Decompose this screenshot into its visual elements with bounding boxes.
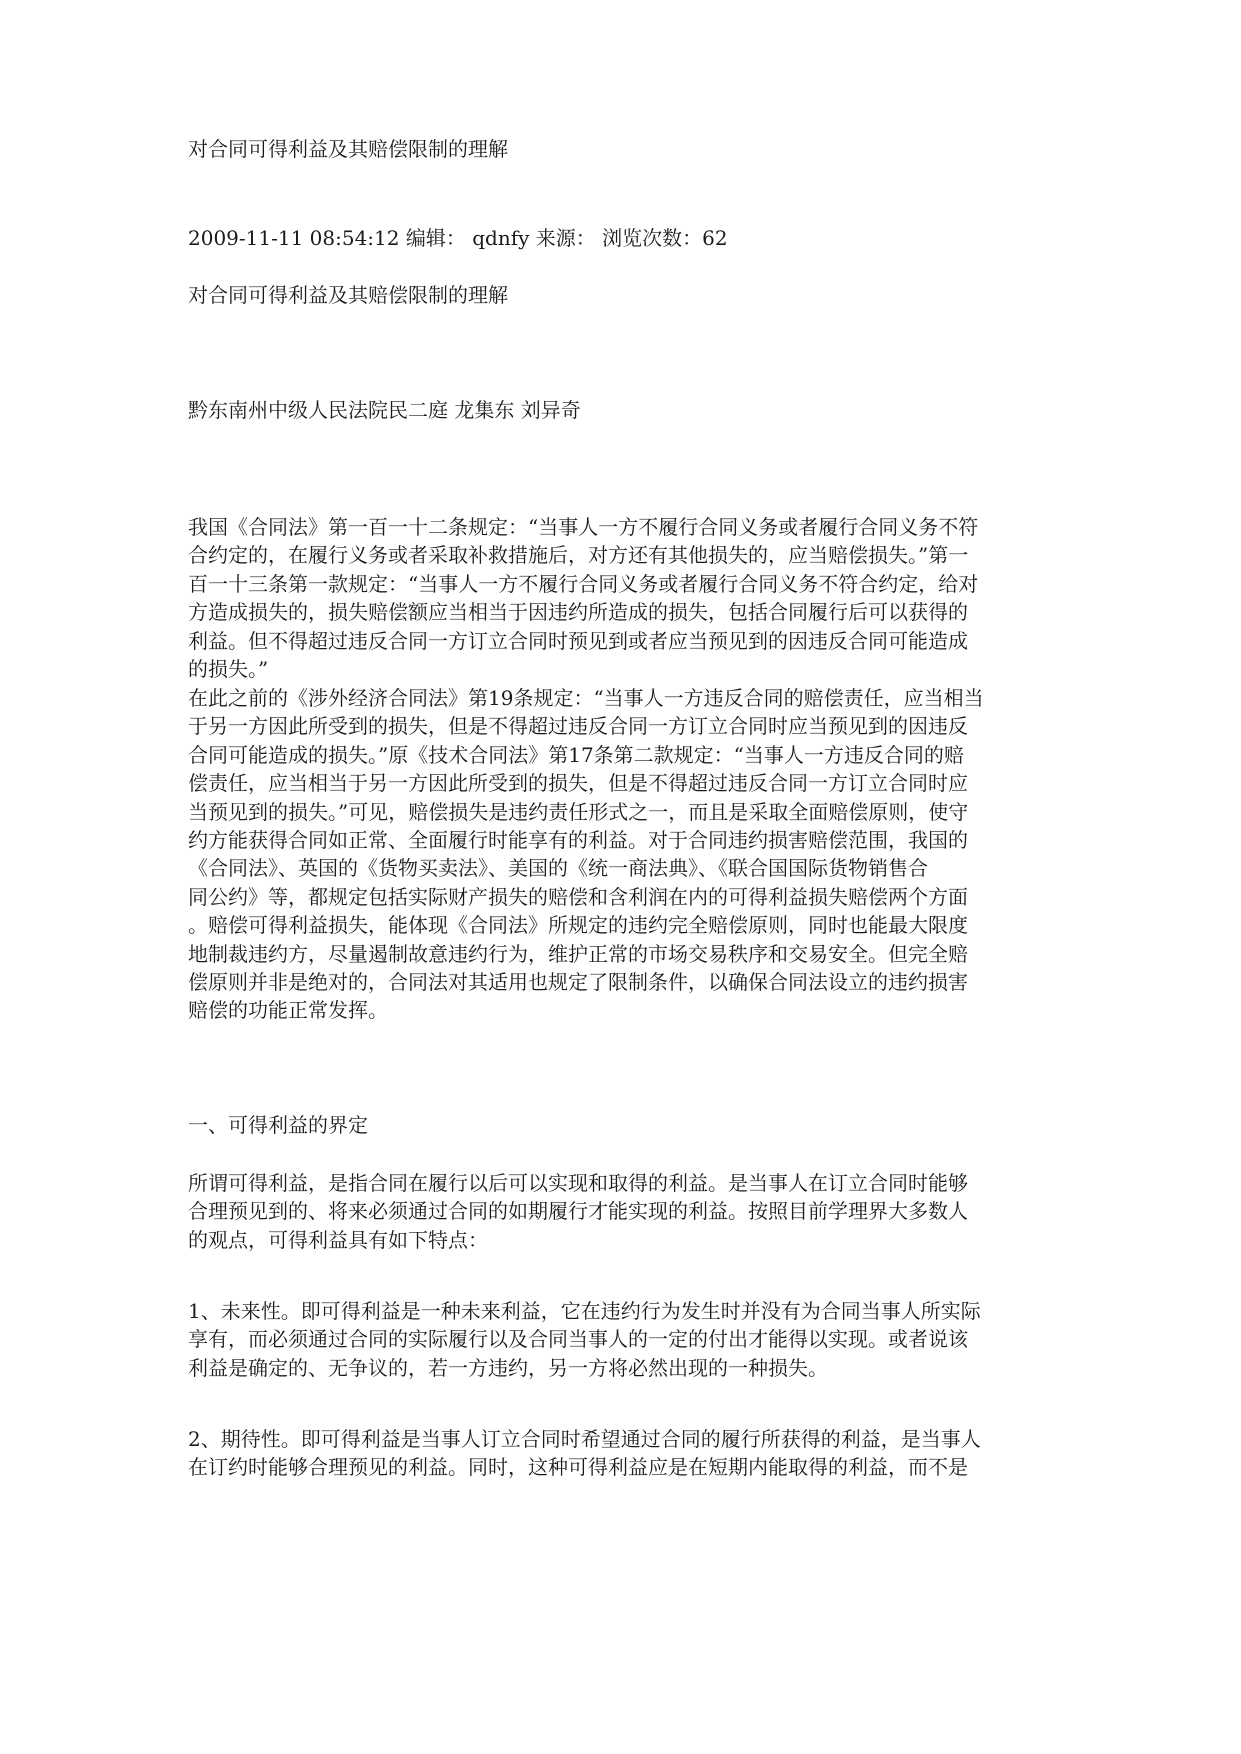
document-title: 对合同可得利益及其赔偿限制的理解 bbox=[188, 137, 508, 161]
text-line: 利益是确定的、无争议的，若一方违约，另一方将必然出现的一种损失。 bbox=[188, 1355, 828, 1380]
point-1-paragraph bbox=[188, 1297, 1068, 1382]
text-line: 我国《合同法》第一百一十二条规定：“当事人一方不履行合同义务或者履行合同义务不符 bbox=[188, 515, 979, 539]
meta-line: 2009-11-11 08:54:12 编辑： qdnfy 来源： 浏览次数：62 bbox=[188, 226, 728, 250]
article-subtitle: 对合同可得利益及其赔偿限制的理解 bbox=[188, 283, 508, 307]
text-line: 方造成损失的，损失赔偿额应当相当于因违约所造成的损失，包括合同履行后可以获得的 bbox=[188, 600, 968, 625]
text-line: 的观点，可得利益具有如下特点： bbox=[188, 1227, 488, 1252]
text-line: 偿责任，应当相当于另一方因此所受到的损失，但是不得超过违反合同一方订立合同时应 bbox=[188, 771, 968, 796]
author-line: 黔东南州中级人民法院民二庭 龙集东 刘异奇 bbox=[188, 398, 581, 422]
text-line: 合同可能造成的损失。”原《技术合同法》第17条第二款规定：“当事人一方违反合同的赔 bbox=[188, 742, 964, 767]
text-line: 约方能获得合同如正常、全面履行时能享有的利益。对于合同违约损害赔偿范围，我国的 bbox=[188, 827, 968, 852]
text-line: 《合同法》、英国的《货物买卖法》、美国的《统一商法典》、《联合国国际货物销售合 bbox=[188, 856, 928, 881]
intro-paragraph-1 bbox=[188, 513, 1068, 683]
text-line: 在订约时能够合理预见的利益。同时，这种可得利益应是在短期内能取得的利益，而不是 bbox=[188, 1455, 968, 1480]
text-line: 2、期待性。即可得利益是当事人订立合同时希望通过合同的履行所获得的利益，是当事人 bbox=[188, 1427, 981, 1451]
text-line: 的损失。” bbox=[188, 656, 269, 681]
section-heading: 一、可得利益的界定 bbox=[188, 1113, 368, 1137]
section-1-paragraph bbox=[188, 1169, 1068, 1254]
text-line: 。赔偿可得利益损失，能体现《合同法》所规定的违约完全赔偿原则，同时也能最大限度 bbox=[188, 913, 968, 938]
text-line: 在此之前的《涉外经济合同法》第19条规定：“当事人一方违反合同的赔偿责任，应当相当 bbox=[188, 686, 984, 710]
text-line: 偿原则并非是绝对的，合同法对其适用也规定了限制条件，以确保合同法设立的违约损害 bbox=[188, 969, 968, 994]
text-line: 同公约》等，都规定包括实际财产损失的赔偿和含利润在内的可得利益损失赔偿两个方面 bbox=[188, 884, 968, 909]
text-line: 赔偿的功能正常发挥。 bbox=[188, 998, 388, 1023]
text-line: 于另一方因此所受到的损失，但是不得超过违反合同一方订立合同时应当预见到的因违反 bbox=[188, 714, 968, 739]
text-line: 享有，而必须通过合同的实际履行以及合同当事人的一定的付出才能得以实现。或者说该 bbox=[188, 1327, 968, 1352]
text-line: 合约定的，在履行义务或者采取补救措施后，对方还有其他损失的，应当赔偿损失。”第一 bbox=[188, 543, 969, 568]
point-2-paragraph bbox=[188, 1425, 1068, 1482]
text-line: 当预见到的损失。”可见，赔偿损失是违约责任形式之一，而且是采取全面赔偿原则，使守 bbox=[188, 799, 969, 824]
intro-paragraph-2 bbox=[188, 684, 1068, 1025]
text-line: 合理预见到的、将来必须通过合同的如期履行才能实现的利益。按照目前学理界大多数人 bbox=[188, 1199, 968, 1224]
text-line: 1、未来性。即可得利益是一种未来利益，它在违约行为发生时并没有为合同当事人所实际 bbox=[188, 1299, 981, 1323]
text-line: 百一十三条第一款规定：“当事人一方不履行合同义务或者履行合同义务不符合约定，给对 bbox=[188, 571, 979, 596]
text-line: 利益。但不得超过违反合同一方订立合同时预见到或者应当预见到的因违反合同可能造成 bbox=[188, 628, 968, 653]
text-line: 所谓可得利益，是指合同在履行以后可以实现和取得的利益。是当事人在订立合同时能够 bbox=[188, 1171, 968, 1195]
text-line: 地制裁违约方，尽量遏制故意违约行为，维护正常的市场交易秩序和交易安全。但完全赔 bbox=[188, 941, 968, 966]
